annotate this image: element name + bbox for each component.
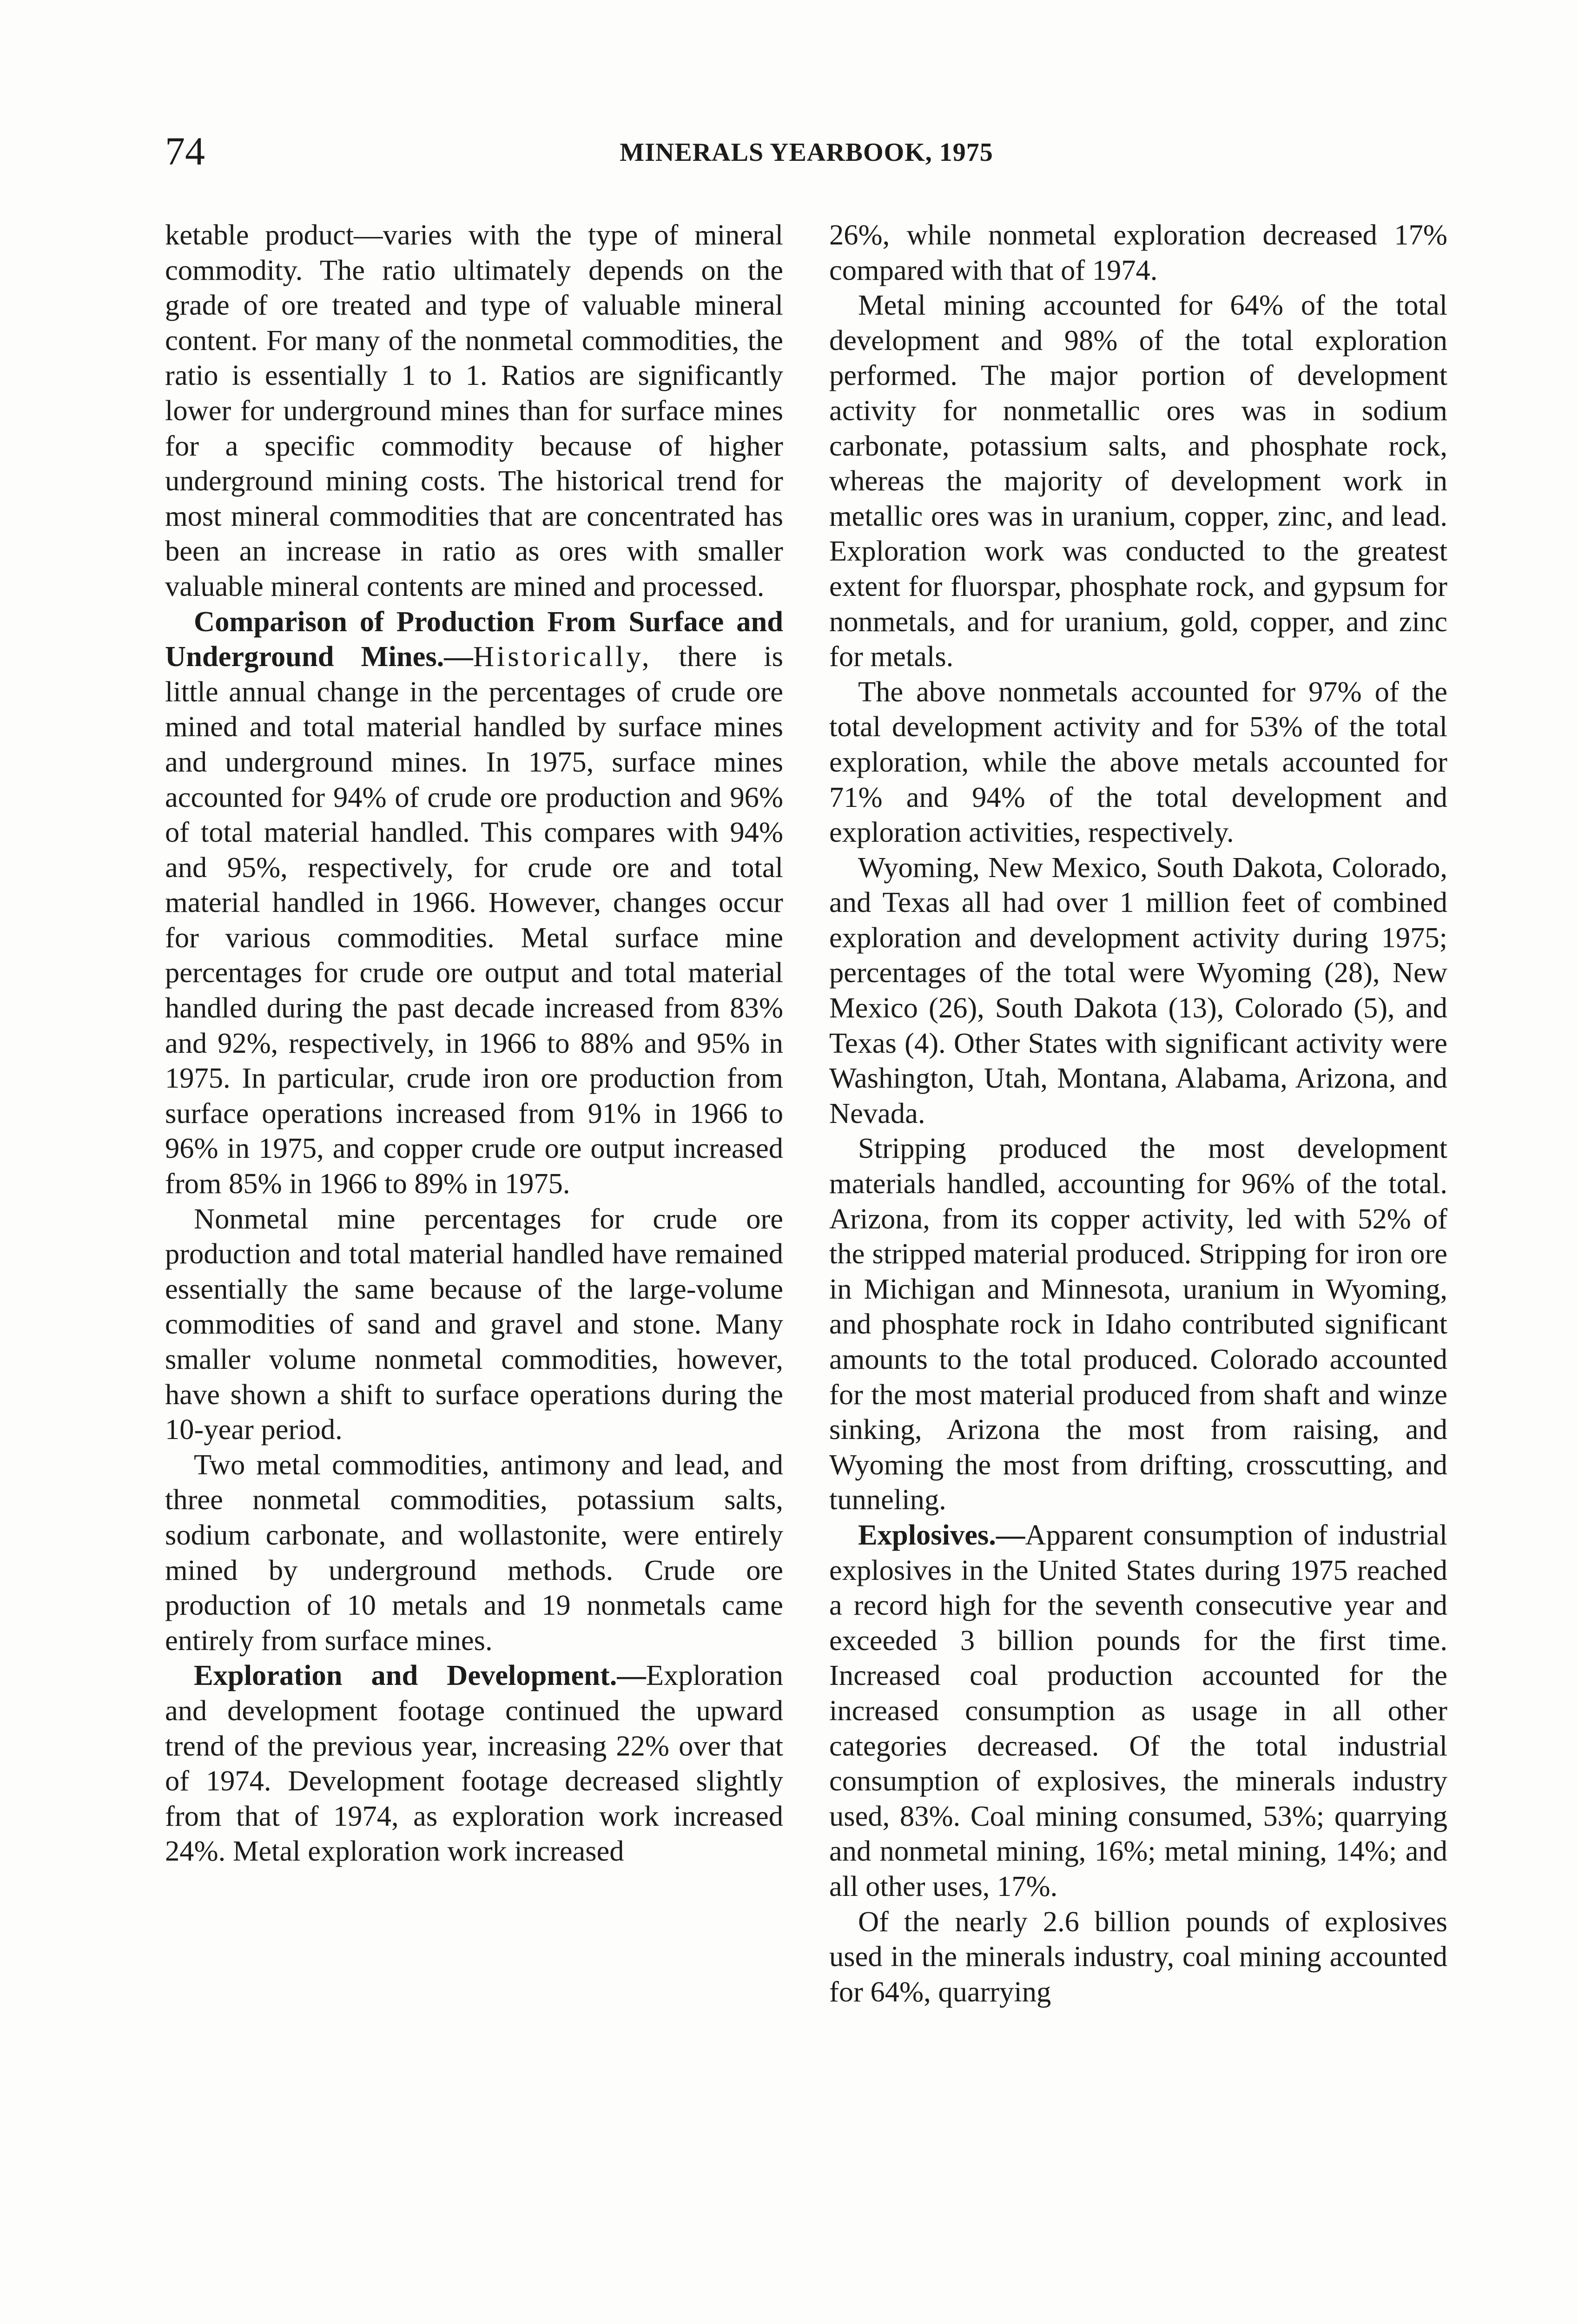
paragraph-explosives [829, 1518, 1447, 1904]
paragraph-metal-mining: Metal mining accounted for 64% of the total development and 98% of the total exploration performed. The major portion of development activity for nonmetallic ores was in sodium carbonate, potassium salts, and phosphate rock, whereas the majority of development work in metallic ores was in uranium, copper, zinc, and lead. Exploration work was conducted to the greatest extent for fluorspar, phosphate rock, and gypsum for nonmetals, and for uranium, gold, copper, and zinc for metals. [829, 289, 1447, 673]
section-heading-comparison: Comparison of Production From Surface and Underground Mines.— [165, 605, 783, 673]
paragraph-text: Apparent consumption of industrial explosives in the United States during 1975 reached a record high for the seventh consecutive year and exceeded 3 billion pounds for the first time. Increased coal production accounted for the increased consumption as usage in all other categories decreased. Of the total industrial consumption of explosives, the minerals industry used, 83%. Coal mining consumed, 53%; quarrying and nonmetal mining, 16%; metal mining, 14%; and all other uses, 17%. [829, 1518, 1447, 1902]
paragraph-exploration-continued: 26%, while nonmetal exploration decreased 17% compared with that of 1974. [829, 218, 1447, 286]
paragraph-nonmetal-percentages: Nonmetal mine percentages for crude ore production and total material handled have remained essentially the same because of the large-volume commodities of sand and gravel and stone. Many smaller volume nonmetal commodities, however, have shown a shift to surface operations during the 10-year period. [165, 1202, 783, 1446]
running-title: MINERALS YEARBOOK, 1975 [620, 138, 993, 167]
paragraph-exploration-development [165, 1658, 783, 1869]
paragraph-stripping: Stripping produced the most development materials handled, accounting for 96% of the total. Arizona, from its copper activity, led with 52% of the stripped material produced. Stripping for iron ore in Michigan and Minnesota, uranium in Wyoming, and phosphate rock in Idaho contributed significant amounts to the total produced. Colorado accounted for the most material produced from shaft and winze sinking, Arizona the most from raising, and Wyoming the most from drifting, crosscutting, and tunneling. [829, 1132, 1447, 1516]
section-heading-exploration: Exploration and Development.— [194, 1659, 646, 1692]
section-heading-explosives: Explosives.— [858, 1518, 1025, 1551]
paragraph-surface-vs-underground [165, 604, 783, 1202]
paragraph-underground-only: Two metal commodities, antimony and lead, and three nonmetal commodities, potassium salts, sodium carbonate, and wollastonite, were entirely mined by underground methods. Crude ore production of 10 metals and 19 nonmetals came entirely from surface mines. [165, 1448, 783, 1657]
paragraph-ratio-continued: ketable product—varies with the type of mineral commodity. The ratio ultimately depends on the grade of ore treated and type of valuable mineral content. For many of the nonmetal commodities, the ratio is essentially 1 to 1. Ratios are significantly lower for underground mines than for surface mines for a specific commodity because of higher underground mining costs. The historical trend for most mineral commodities that are concentrated has been an increase in ratio as ores with smaller valuable mineral contents are mined and processed. [165, 218, 783, 602]
right-column [829, 218, 1447, 2009]
page-number: 74 [165, 129, 205, 173]
running-head [165, 125, 1448, 177]
paragraph-nonmetals-share: The above nonmetals accounted for 97% of the total development activity and for 53% of the total exploration, while the above metals accounted for 71% and 94% of the total development and exploration activities, respectively. [829, 675, 1447, 849]
paragraph-text: there is little annual change in the percentages of crude ore mined and total material handled by surface mines and underground mines. In 1975, surface mines accounted for 94% of crude ore production and 96% of total material handled. This compares with 94% and 95%, respectively, for crude ore and total material handled in 1966. However, changes occur for various commodities. Metal surface mine percentages for crude ore output and total material handled during the past decade increased from 83% and 92%, respectively, in 1966 to 88% and 95% in 1975. In particular, crude iron ore production from surface operations increased from 91% in 1966 to 96% in 1975, and copper crude ore output increased from 85% in 1966 to 89% in 1975. [165, 640, 783, 1200]
paragraph-explosives-minerals: Of the nearly 2.6 billion pounds of explosives used in the minerals industry, coal mining accounted for 64%, quarrying [829, 1905, 1447, 2008]
paragraph-states-activity: Wyoming, New Mexico, South Dakota, Colorado, and Texas all had over 1 million feet of combined exploration and development activity during 1975; percentages of the total were Wyoming (28), New Mexico (26), South Dakota (13), Colorado (5), and Texas (4). Other States with significant activity were Washington, Utah, Montana, Alabama, Arizona, and Nevada. [829, 851, 1447, 1129]
paragraph-text: Exploration and development footage continued the upward trend of the previous year, increasing 22% over that of 1974. Development footage decreased slightly from that of 1974, as exploration work increased 24%. Metal exploration work increased [165, 1659, 783, 1868]
spaced-lead-word: Historically, [473, 640, 652, 673]
left-column [165, 218, 783, 1869]
